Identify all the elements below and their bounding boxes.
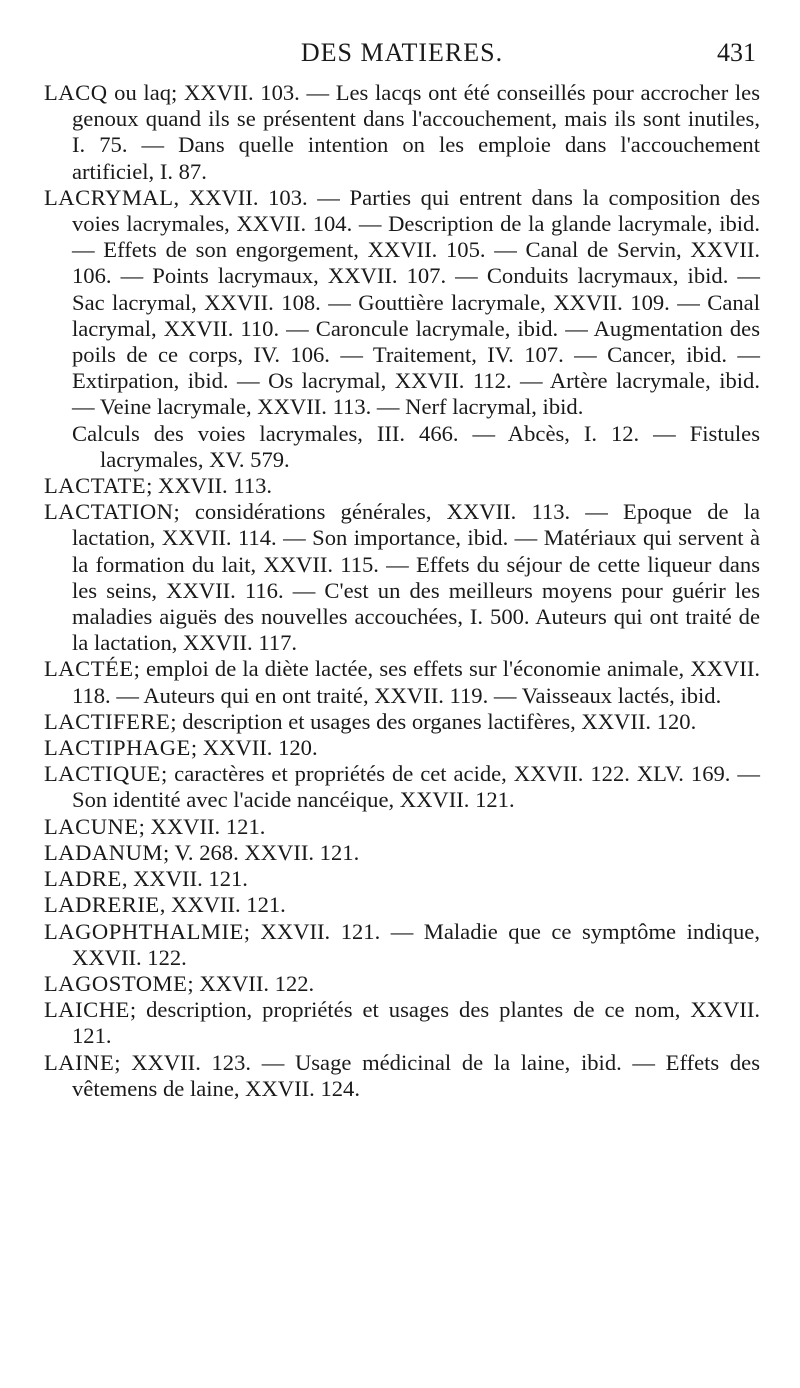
entry-headword: LACUNE — [44, 813, 139, 839]
index-entry — [44, 761, 760, 813]
index-entry — [44, 866, 760, 892]
index-entry — [44, 185, 760, 421]
entry-headword: LAINE — [44, 1049, 115, 1075]
entry-text: ; V. 268. XXVII. 121. — [162, 839, 360, 865]
index-entry — [44, 656, 760, 708]
entry-headword: LACTÉE — [44, 656, 134, 682]
index-entry — [44, 1050, 760, 1102]
index-entry — [44, 814, 760, 840]
index-entry — [44, 709, 760, 735]
entry-text: ; XXVII. 122. — [187, 970, 315, 996]
index-entry — [44, 971, 760, 997]
entry-text: ; considérations générales, XXVII. 113. — Epoque de la lactation, XXVII. 114. — Son importance, ibid. — Matériaux qui servent à la formation du lait, XXVII. 115. — Effets du séjour de cette liqueur dans les seins, XXVII. 116. — C'est un des meilleurs moyens pour guérir les maladies aiguës des nouvelles accouchées, I. 500. Auteurs qui ont traité de la lactation, XXVII. 117. — [72, 499, 760, 656]
index-entries — [44, 80, 760, 1102]
entry-headword: LADRERIE — [44, 892, 160, 918]
entry-headword: LACTIFERE — [44, 708, 171, 734]
entry-headword: LADANUM — [44, 839, 163, 865]
entry-text: , XXVII. 103. — Parties qui entrent dans la composition des voies lacrymales, XXVII. 104. — Description de la glande lacrymale, ibid. — Effets de son engorgement, XXVII. 105. — Canal de Servin, XXVII. 106. — Points lacrymaux, XXVII. 107. — Conduits lacrymaux, ibid. — Sac lacrymal, XXVII. 108. — Gouttière lacrymale, XXVII. 109. — Canal lacrymal, XXVII. 110. — Caroncule lacrymale, ibid. — Augmentation des poils de ce corps, IV. 106. — Traitement, IV. 107. — Cancer, ibid. — Extirpation, ibid. — Os lacrymal, XXVII. 112. — Artère lacrymale, ibid. — Veine lacrymale, XXVII. 113. — Nerf lacrymal, ibid. — [72, 184, 760, 420]
entry-headword: LACTATION — [44, 499, 174, 525]
entry-text: , XXVII. 121. — [121, 866, 248, 892]
entry-headword: LAGOPHTHALMIE — [44, 918, 244, 944]
index-entry — [44, 840, 760, 866]
entry-headword: LADRE — [44, 866, 122, 892]
entry-headword: LAICHE — [44, 997, 130, 1023]
running-title: DES MATIERES. — [300, 38, 504, 67]
index-entry — [44, 735, 760, 761]
entry-headword: LACTIPHAGE — [44, 735, 191, 761]
entry-headword: LACTIQUE — [44, 761, 161, 787]
entry-text: ; XXVII. 123. — Usage médicinal de la laine, ibid. — Effets des vêtemens de laine, XXVII. 124. — [72, 1049, 760, 1101]
entry-headword: LACTATE — [44, 473, 147, 499]
entry-text: ou laq; XXVII. 103. — Les lacqs ont été conseillés pour accrocher les genoux quand ils se présentent dans l'accouchement, mais ils sont inutiles, I. 75. — Dans quelle intention on les emploie dans l'accouchement artificiel, I. 87. — [72, 80, 760, 184]
entry-text: ; description et usages des organes lactifères, XXVII. 120. — [170, 708, 697, 734]
entry-text: ; XXVII. 113. — [146, 473, 273, 499]
index-entry — [44, 499, 760, 656]
entry-text: , XXVII. 121. — [159, 892, 286, 918]
entry-text: ; caractères et propriétés de cet acide, XXVII. 122. XLV. 169. — Son identité avec l'acide nancéique, XXVII. 121. — [72, 761, 760, 813]
index-entry — [44, 997, 760, 1049]
index-entry — [44, 80, 760, 185]
entry-text: ; XXVII. 120. — [190, 735, 318, 761]
page-header — [44, 38, 760, 80]
entry-text: Calculs des voies lacrymales, III. 466. — Abcès, I. 12. — Fistules lacrymales, XV. 579. — [72, 420, 760, 472]
entry-headword: LACQ — [44, 80, 108, 105]
entry-text: ; XXVII. 121. — Maladie que ce symptôme indique, XXVII. 122. — [72, 918, 760, 970]
page-number: 431 — [717, 38, 756, 67]
index-subentry — [44, 421, 760, 473]
index-entry — [44, 892, 760, 918]
entry-headword: LACRYMAL — [44, 184, 174, 210]
entry-text: ; XXVII. 121. — [138, 813, 266, 839]
entry-headword: LAGOSTOME — [44, 970, 188, 996]
index-entry — [44, 473, 760, 499]
index-entry — [44, 919, 760, 971]
entry-text: ; emploi de la diète lactée, ses effets sur l'économie animale, XXVII. 118. — Auteurs qui en ont traité, XXVII. 119. — Vaisseaux lactés, ibid. — [72, 656, 760, 708]
entry-text: ; description, propriétés et usages des plantes de ce nom, XXVII. 121. — [72, 997, 760, 1049]
